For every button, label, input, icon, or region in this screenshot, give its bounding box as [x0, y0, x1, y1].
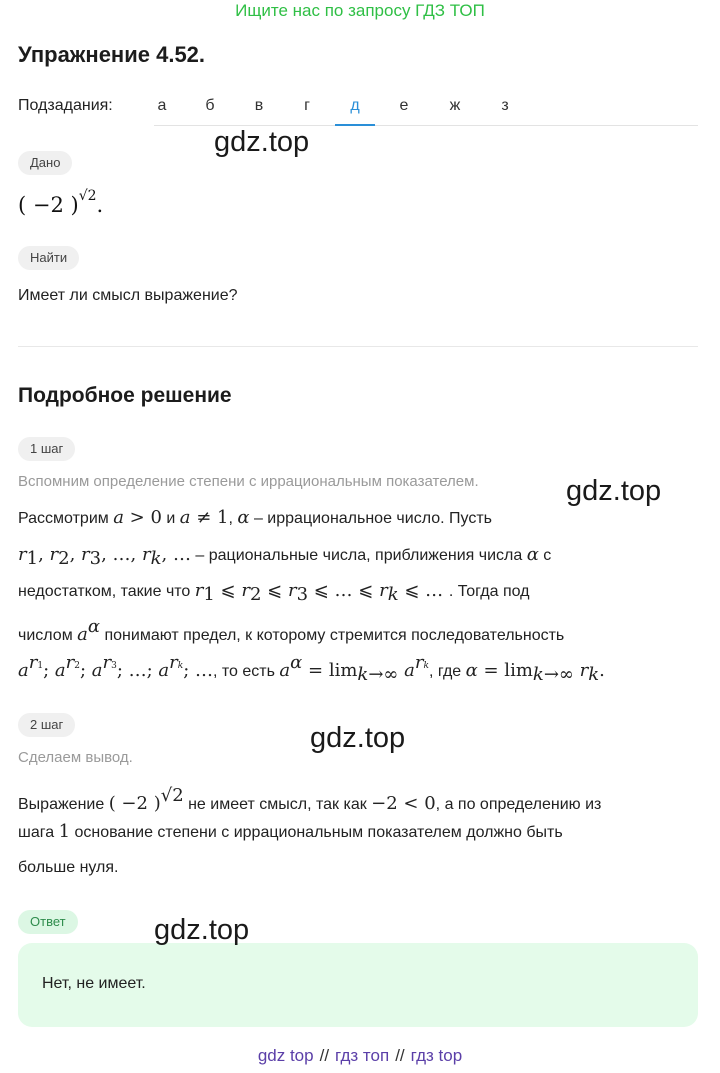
top-banner: Ищите нас по запросу ГДЗ ТОП: [235, 1, 485, 20]
tab-e[interactable]: е: [399, 97, 409, 114]
step2-hint: Сделаем вывод.: [18, 749, 133, 766]
tab-g[interactable]: г: [304, 97, 310, 114]
watermark: gdz.top: [310, 722, 406, 754]
given-expression: ( −2 )$^{√2}$.: [18, 188, 104, 217]
step2-line-3: больше нуля.: [18, 859, 119, 876]
footer-links: [0, 1046, 720, 1066]
watermark: gdz.top: [566, 475, 662, 507]
footer-link-2[interactable]: гдз топ: [335, 1046, 390, 1065]
solution-title: Подробное решение: [18, 384, 232, 407]
footer-link-3[interactable]: гдз top: [410, 1046, 463, 1065]
step1-label: 1 шаг: [18, 437, 75, 461]
answer-text: Нет, не имеет.: [42, 975, 146, 992]
tab-z[interactable]: з: [501, 97, 509, 114]
find-label: Найти: [18, 246, 79, 270]
tab-v[interactable]: в: [254, 97, 264, 114]
footer-separator: //: [395, 1046, 405, 1065]
tab-zh[interactable]: ж: [449, 97, 461, 114]
section-divider: [18, 346, 698, 347]
answer-label: Ответ: [18, 910, 78, 934]
given-label: Дано: [18, 151, 72, 175]
footer-link-1[interactable]: gdz top: [257, 1046, 314, 1065]
subtasks-nav: [18, 88, 698, 126]
tab-a[interactable]: а: [157, 97, 167, 114]
find-question: Имеет ли смысл выражение?: [18, 287, 238, 304]
step1-line-2: $r_1$, $r_2$, $r_3$, …, $r_k$, … – рациональные числа, приближения числа α с: [18, 544, 552, 569]
step1-line-4: числом $a^\alpha$ понимают предел, к которому стремится последовательность: [18, 616, 565, 645]
footer-separator: //: [319, 1046, 330, 1065]
step2-label: 2 шаг: [18, 713, 75, 737]
subtasks-label: Подзадания:: [18, 97, 113, 114]
step2-line-2: шага 1 основание степени с иррациональным показателем должно быть: [18, 821, 563, 842]
tab-b[interactable]: б: [205, 97, 215, 114]
step1-line-3: недостатком, такие что $r_1$ ⩽ $r_2$ ⩽ $r_3$ ⩽ … ⩽ $r_k$ ⩽ … . Тогда под: [18, 580, 530, 605]
watermark: gdz.top: [154, 914, 250, 946]
answer-box: [18, 943, 698, 1027]
exercise-title: Упражнение 4.52.: [18, 42, 206, 67]
step1-hint: Вспомним определение степени с иррациональным показателем.: [18, 473, 479, 490]
step1-line-1: Рассмотрим a > 0 и a ≠ 1, α – иррациональное число. Пусть: [18, 507, 492, 528]
step2-line-1: Выражение ( −2 )$^{√2}$ не имеет смысл, так как −2 < 0, а по определению из: [18, 785, 602, 814]
watermark: gdz.top: [214, 126, 310, 158]
tab-d[interactable]: д: [335, 88, 375, 126]
step1-line-5: $a^{r1}$; $a^{r2}$; $a^{r3}$; …; $a^{rk}$; …, то есть $a^\alpha = \lim_{k\to\infty} a^{rk}$, где $\alpha = \lim_{k\to\infty} r_k$.: [18, 652, 605, 685]
